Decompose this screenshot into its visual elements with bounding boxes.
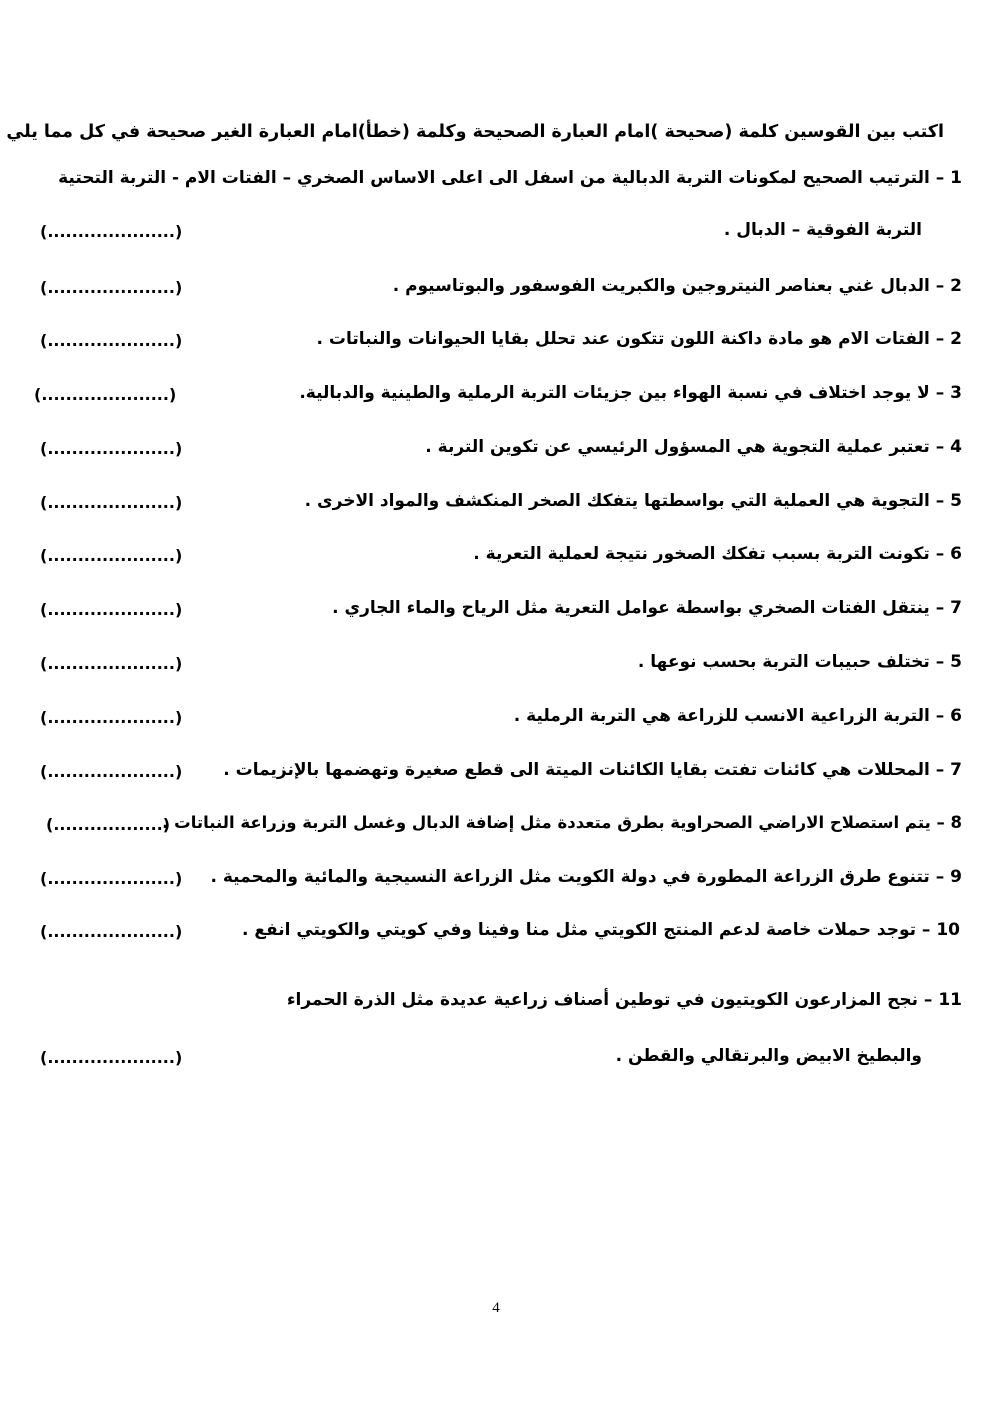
question-number: 6 [950,544,962,564]
question-2 [393,274,962,298]
question-text: – تعتبر عملية التجوية هي المسؤول الرئيسي عن تكوين التربة . [425,437,945,457]
answer-blank-12[interactable]: (..................) [46,815,171,834]
answer-blank-1[interactable]: (.....................) [40,222,183,241]
answer-blank-15[interactable]: (.....................) [40,1048,183,1067]
answer-blank-6[interactable]: (.....................) [40,493,183,512]
question-10 [514,704,962,728]
question-text: – نجح المزارعون الكويتيون في توطين أصناف زراعية عديدة مثل الذرة الحمراء [286,990,933,1010]
question-number: 6 [950,706,962,726]
question-number: 2 [950,329,962,349]
answer-blank-11[interactable]: (.....................) [40,762,183,781]
question-7 [473,542,962,566]
answer-blank-2[interactable]: (.....................) [40,278,183,297]
question-number: 3 [950,383,962,403]
instruction-text: اكتب بين القوسين كلمة (صحيحة )امام العبارة الصحيحة وكلمة (خطأ)امام العبارة الغير صحيحة في كل مما يلي [6,122,944,142]
question-number: 10 [936,920,960,940]
question-text: – التجوية هي العملية التي بواسطتها يتفكك الصخر المنكشف والمواد الاخرى . [304,491,945,511]
question-number: 9 [950,867,962,887]
question-15-continuation: والبطيخ الابيض والبرتقالي والقطن . [615,1046,922,1066]
question-number: 4 [950,437,962,457]
question-1 [58,166,962,190]
question-number: 7 [950,760,962,780]
question-text: – يتم استصلاح الاراضي الصحراوية بطرق متعددة مثل إضافة الدبال وغسل التربة وزراعة النباتات . [162,813,945,832]
question-14 [242,918,960,942]
question-number: 2 [950,276,962,296]
question-number: 5 [950,491,962,511]
question-13 [210,865,962,889]
question-15 [287,988,962,1012]
question-number: 8 [950,813,962,832]
question-11 [223,758,962,782]
question-text: – تتنوع طرق الزراعة المطورة في دولة الكويت مثل الزراعة النسيجية والمائية والمحمية . [210,867,945,887]
question-text: – لا يوجد اختلاف في نسبة الهواء بين جزيئات التربة الرملية والطينية والدبالية. [299,383,945,403]
answer-blank-14[interactable]: (.....................) [40,922,183,941]
question-text: – المحللات هي كائنات تفتت بقايا الكائنات الميتة الى قطع صغيرة وتهضمها بالإنزيمات . [223,760,945,780]
question-text: – تكونت التربة بسبب تفكك الصخور نتيجة لعملية التعرية . [473,544,945,564]
question-number: 7 [950,598,962,618]
question-text: – توجد حملات خاصة لدعم المنتج الكويتي مثل منا وفينا وفي كويتي والكويتي انفع . [241,920,931,940]
question-1-continuation: التربة الفوقية – الدبال . [723,220,922,240]
answer-blank-10[interactable]: (.....................) [40,708,183,727]
question-text: – الدبال غني بعناصر النيتروجين والكبريت الفوسفور والبوتاسيوم . [392,276,945,296]
question-8 [332,596,962,620]
question-text: – الترتيب الصحيح لمكونات التربة الدبالية من اسفل الى اعلى الاساس الصخري – الفتات الام - التربة التحتية [58,168,945,188]
question-5 [425,435,962,459]
answer-blank-5[interactable]: (.....................) [40,439,183,458]
answer-blank-9[interactable]: (.....................) [40,654,183,673]
answer-blank-3[interactable]: (.....................) [40,331,183,350]
question-number: 1 [950,168,962,188]
answer-blank-8[interactable]: (.....................) [40,600,183,619]
question-12 [162,811,962,835]
question-number: 5 [950,652,962,672]
page-number: 4 [492,1300,500,1316]
question-9 [638,650,962,674]
question-number: 11 [938,990,962,1010]
question-3 [317,327,962,351]
question-text: – تختلف حبيبات التربة بحسب نوعها . [637,652,945,672]
answer-blank-4[interactable]: (.....................) [34,385,177,404]
answer-blank-7[interactable]: (.....................) [40,546,183,565]
question-text: – ينتقل الفتات الصخري بواسطة عوامل التعرية مثل الرياح والماء الجاري . [332,598,945,618]
question-4 [299,381,962,405]
answer-blank-13[interactable]: (.....................) [40,869,183,888]
question-6 [305,489,962,513]
question-text: – الفتات الام هو مادة داكنة اللون تتكون عند تحلل بقايا الحيوانات والنباتات . [316,329,945,349]
question-text: – التربة الزراعية الانسب للزراعة هي التربة الرملية . [513,706,945,726]
